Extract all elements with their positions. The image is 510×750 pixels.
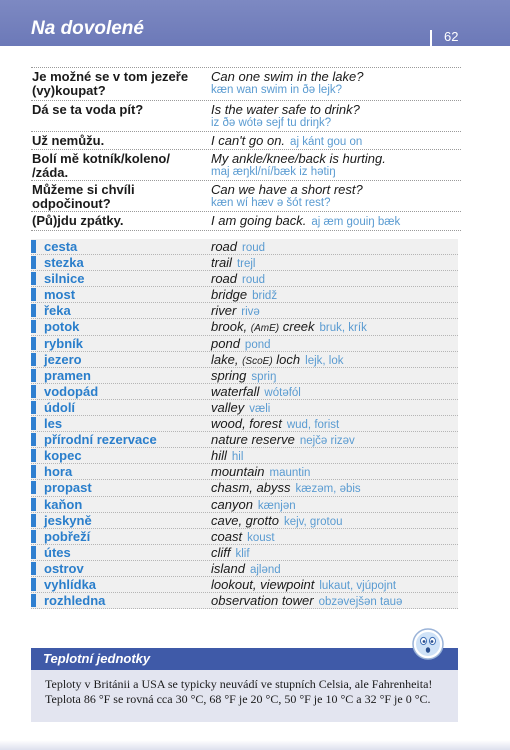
vocab-region-note: (ScoE) bbox=[242, 355, 273, 367]
vocab-marker bbox=[31, 498, 36, 511]
vocab-pronunciation: væli bbox=[249, 402, 271, 415]
vocab-pronunciation: wótəfól bbox=[264, 386, 301, 399]
vocab-english bbox=[211, 287, 277, 303]
phrase-czech: Bolí mě kotník/koleno/ /záda. bbox=[32, 151, 170, 180]
vocab-czech: vodopád bbox=[44, 383, 99, 399]
phrase-english bbox=[211, 70, 461, 97]
vocab-english-text: wood, forest bbox=[211, 416, 282, 432]
vocab-row bbox=[31, 464, 458, 480]
vocab-czech: rybník bbox=[44, 335, 84, 351]
vocab-row bbox=[31, 400, 458, 416]
phrase-english-text: I am going back. bbox=[211, 213, 307, 228]
vocab-english-text: lookout, viewpoint bbox=[211, 576, 315, 592]
vocab-english bbox=[211, 513, 343, 529]
vocab-english-text: cliff bbox=[211, 544, 231, 560]
phrase-czech: (Pů)jdu zpátky. bbox=[32, 213, 124, 228]
vocab-pronunciation: obzəvejšən tauə bbox=[318, 596, 403, 609]
vocab-pronunciation: mauntin bbox=[269, 467, 311, 480]
vocab-english-text: hill bbox=[211, 448, 227, 464]
vocab-pronunciation: bruk, krík bbox=[319, 322, 367, 335]
phrase-english bbox=[211, 152, 461, 179]
phrase-czech: Je možné se v tom jezeře (vy)koupat? bbox=[32, 69, 189, 98]
vocab-czech: kaňon bbox=[44, 496, 83, 512]
chapter-title: Na dovolené bbox=[31, 18, 144, 39]
vocab-row bbox=[31, 545, 458, 561]
vocab-row bbox=[31, 416, 458, 432]
vocab-english bbox=[211, 464, 310, 480]
vocab-pronunciation: nejčə rizəv bbox=[299, 435, 355, 448]
vocab-english bbox=[211, 593, 402, 609]
phrase-english bbox=[211, 103, 461, 130]
vocab-pronunciation: trejl bbox=[236, 258, 256, 271]
vocab-marker bbox=[31, 562, 36, 575]
vocab-english bbox=[211, 480, 361, 496]
vocab-marker bbox=[31, 288, 36, 301]
page-edge bbox=[0, 740, 510, 750]
vocab-english-text: brook, bbox=[211, 319, 248, 335]
smiley-face-icon bbox=[412, 628, 444, 660]
vocab-english-text: bridge bbox=[211, 287, 248, 303]
vocab-region-note: (AmE) bbox=[250, 323, 280, 335]
vocab-czech: údolí bbox=[44, 399, 76, 415]
vocab-english bbox=[211, 448, 243, 464]
vocab-czech: hora bbox=[44, 464, 73, 480]
vocab-english bbox=[211, 384, 301, 400]
vocab-czech: ostrov bbox=[44, 560, 84, 576]
phrase-list bbox=[31, 67, 461, 231]
vocab-czech: stezka bbox=[44, 255, 84, 271]
vocab-english bbox=[211, 529, 275, 545]
infobox-body bbox=[31, 670, 458, 722]
vocab-marker bbox=[31, 530, 36, 543]
vocab-pronunciation: roud bbox=[242, 274, 266, 287]
phrase-english bbox=[211, 183, 461, 210]
vocab-english bbox=[211, 400, 270, 416]
vocab-english bbox=[211, 497, 296, 513]
infobox-header bbox=[31, 648, 458, 670]
vocab-english-text: valley bbox=[211, 399, 245, 415]
phrase-row bbox=[31, 149, 461, 180]
vocab-english-text: mountain bbox=[211, 464, 265, 480]
vocab-row bbox=[31, 577, 458, 593]
phrase-english-text: I can't go on. bbox=[211, 133, 286, 148]
vocab-marker bbox=[31, 465, 36, 478]
vocab-czech: potok bbox=[44, 319, 80, 335]
vocab-english bbox=[211, 255, 255, 271]
vocab-marker bbox=[31, 449, 36, 462]
vocab-english bbox=[211, 336, 271, 352]
phrase-english-text: Can we have a short rest? bbox=[211, 182, 363, 197]
header-divider bbox=[430, 30, 432, 46]
vocab-english-text: waterfall bbox=[211, 383, 260, 399]
vocab-pronunciation: rivə bbox=[241, 306, 260, 319]
phrase-row bbox=[31, 180, 461, 211]
vocab-row bbox=[31, 271, 458, 287]
vocab-pronunciation: koust bbox=[247, 531, 275, 544]
vocab-row bbox=[31, 432, 458, 448]
vocab-row bbox=[31, 384, 458, 400]
vocab-row bbox=[31, 239, 458, 255]
vocab-row bbox=[31, 352, 458, 368]
vocab-czech: jeskyně bbox=[44, 512, 92, 528]
vocab-row bbox=[31, 303, 458, 319]
phrase-english bbox=[211, 214, 461, 229]
vocab-czech: kopec bbox=[44, 448, 82, 464]
vocab-czech: pramen bbox=[44, 367, 91, 383]
vocabulary-list bbox=[31, 239, 458, 609]
vocab-english-text: island bbox=[211, 560, 245, 576]
vocab-row bbox=[31, 368, 458, 384]
vocab-pronunciation: klif bbox=[235, 547, 250, 560]
vocab-marker bbox=[31, 401, 36, 414]
vocab-english-text: pond bbox=[211, 335, 240, 351]
vocab-english bbox=[211, 561, 281, 577]
vocab-english-text: chasm, abyss bbox=[211, 480, 291, 496]
vocab-pronunciation: spriŋ bbox=[251, 370, 277, 383]
vocab-english-text: nature reserve bbox=[211, 432, 295, 448]
phrase-row bbox=[31, 100, 461, 131]
vocab-marker bbox=[31, 353, 36, 366]
vocab-marker bbox=[31, 240, 36, 253]
phrase-pronunciation: aj æm gouiŋ bæk bbox=[311, 216, 401, 228]
vocab-english-text: road bbox=[211, 239, 238, 254]
vocab-marker bbox=[31, 514, 36, 527]
vocab-row bbox=[31, 497, 458, 513]
vocab-czech: jezero bbox=[44, 351, 82, 367]
vocab-czech: řeka bbox=[44, 303, 71, 319]
vocab-marker bbox=[31, 272, 36, 285]
phrase-pronunciation: kæn wan swim in ðə lejk? bbox=[211, 84, 343, 96]
phrase-row bbox=[31, 131, 461, 149]
phrase-english-text: Can one swim in the lake? bbox=[211, 69, 364, 84]
vocab-marker bbox=[31, 433, 36, 446]
vocab-czech: cesta bbox=[44, 239, 78, 254]
page-number: 62 bbox=[444, 29, 459, 44]
vocab-english-text: canyon bbox=[211, 496, 253, 512]
phrase-czech: Dá se ta voda pít? bbox=[32, 102, 144, 117]
vocab-pronunciation: lukaut, vjúpojnt bbox=[319, 579, 397, 592]
phrase-czech: Můžeme si chvíli odpočinout? bbox=[32, 182, 135, 211]
vocab-marker bbox=[31, 594, 36, 607]
vocab-english bbox=[211, 432, 355, 448]
vocab-marker bbox=[31, 417, 36, 430]
vocab-row bbox=[31, 561, 458, 577]
vocab-english-text: cave, grotto bbox=[211, 512, 279, 528]
vocab-czech: les bbox=[44, 416, 63, 432]
vocab-czech: vyhlídka bbox=[44, 576, 97, 592]
vocab-english-text: observation tower bbox=[211, 593, 314, 609]
vocab-english bbox=[211, 577, 396, 593]
vocab-english bbox=[211, 271, 265, 287]
vocab-czech: silnice bbox=[44, 271, 85, 287]
vocab-pronunciation: wud, forist bbox=[286, 419, 340, 432]
vocab-english-text: coast bbox=[211, 528, 243, 544]
phrase-english-text: My ankle/knee/back is hurting. bbox=[211, 151, 386, 166]
phrase-czech: Už nemůžu. bbox=[32, 133, 105, 148]
vocab-czech: přírodní rezervace bbox=[44, 432, 157, 448]
vocab-row bbox=[31, 480, 458, 496]
phrase-pronunciation: iz ðə wótə sejf tu driŋk? bbox=[211, 117, 332, 129]
vocab-pronunciation: ajlənd bbox=[249, 563, 281, 576]
vocab-marker bbox=[31, 320, 36, 333]
vocab-row bbox=[31, 287, 458, 303]
vocab-marker bbox=[31, 256, 36, 269]
vocab-pronunciation: roud bbox=[242, 242, 266, 254]
phrase-pronunciation: aj kánt gou on bbox=[290, 136, 363, 148]
vocab-czech: rozhledna bbox=[44, 593, 106, 609]
vocab-pronunciation: kæzəm, əbis bbox=[295, 483, 361, 496]
vocab-english-text-2: loch bbox=[276, 351, 301, 367]
vocab-english bbox=[211, 416, 339, 432]
phrase-row bbox=[31, 67, 461, 100]
vocab-english-text: river bbox=[211, 303, 237, 319]
phrase-english-text: Is the water safe to drink? bbox=[211, 102, 360, 117]
phrase-pronunciation: maj æŋkl/ní/bæk iz hətiŋ bbox=[211, 166, 336, 178]
vocab-marker bbox=[31, 369, 36, 382]
vocab-marker bbox=[31, 481, 36, 494]
vocab-marker bbox=[31, 337, 36, 350]
vocab-marker bbox=[31, 304, 36, 317]
phrase-english bbox=[211, 134, 461, 149]
vocab-czech: propast bbox=[44, 480, 92, 496]
vocab-english-text: road bbox=[211, 271, 238, 287]
vocab-czech: pobřeží bbox=[44, 528, 91, 544]
page-header bbox=[0, 0, 510, 46]
vocab-pronunciation: kænjən bbox=[257, 499, 296, 512]
vocab-row bbox=[31, 513, 458, 529]
infobox-title: Teplotní jednotky bbox=[43, 651, 151, 666]
vocab-row bbox=[31, 319, 458, 335]
vocab-marker bbox=[31, 578, 36, 591]
infobox-text: Teploty v Británii a USA se typicky neuvádí ve stupních Celsia, ale Fahrenheita! Teplota 86 °F se rovná cca 30 °C, 68 °F je 20 °C, 50 °F je 10 °C a 32 °F je 0 °C. bbox=[45, 677, 433, 706]
phrase-pronunciation: kæn wí hæv ə šót rest? bbox=[211, 197, 331, 209]
vocab-pronunciation: bridž bbox=[252, 290, 278, 303]
vocab-row bbox=[31, 255, 458, 271]
vocab-pronunciation: pond bbox=[244, 338, 271, 351]
phrase-row bbox=[31, 211, 461, 231]
vocab-row bbox=[31, 593, 458, 609]
vocab-english bbox=[211, 303, 260, 319]
vocab-czech: útes bbox=[44, 544, 71, 560]
vocab-marker bbox=[31, 546, 36, 559]
vocab-english-text-2: creek bbox=[282, 319, 315, 335]
vocab-row bbox=[31, 448, 458, 464]
vocab-row bbox=[31, 529, 458, 545]
vocab-english-text: lake, bbox=[211, 351, 239, 367]
vocab-english-text: spring bbox=[211, 367, 247, 383]
vocab-pronunciation: lejk, lok bbox=[305, 354, 344, 367]
vocab-english bbox=[211, 368, 276, 384]
vocab-english bbox=[211, 545, 250, 561]
vocab-pronunciation: kejv, grotou bbox=[283, 515, 343, 528]
vocab-english-text: trail bbox=[211, 255, 232, 271]
vocab-marker bbox=[31, 385, 36, 398]
vocab-english bbox=[211, 239, 265, 255]
vocab-czech: most bbox=[44, 287, 76, 303]
vocab-row bbox=[31, 336, 458, 352]
vocab-pronunciation: hil bbox=[231, 451, 244, 464]
